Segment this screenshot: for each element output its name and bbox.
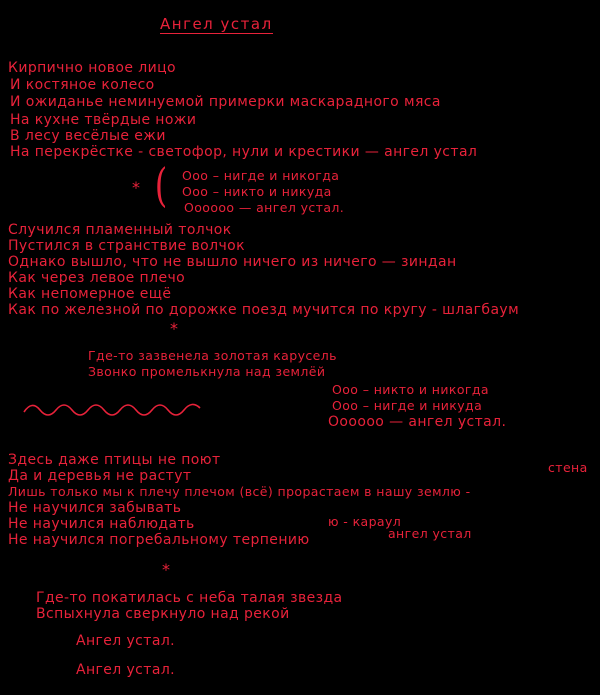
margin-note: ангел устал <box>388 526 472 541</box>
lyric-line: Как непомерное ещё <box>8 286 172 302</box>
margin-note: ю - караул <box>328 514 402 529</box>
lyric-line: Здесь даже птицы не поют <box>8 452 221 468</box>
lyric-line: Лишь только мы к плечу плечом (всё) прорастаем в нашу землю - <box>8 484 471 499</box>
brace-mark: ( <box>154 158 168 212</box>
song-title: Ангел устал <box>160 15 273 33</box>
refrain-line: Ооо – нигде и никогда <box>182 168 340 183</box>
final-line: Ангел устал. <box>76 662 176 678</box>
lyric-line: Да и деревья не растут <box>8 468 192 484</box>
section-star: * <box>170 319 179 338</box>
lyric-line: Где-то покатилась с неба талая звезда <box>36 590 343 606</box>
final-line: Ангел устал. <box>76 633 176 649</box>
lyric-line: Вспыхнула сверкнуло над рекой <box>36 606 290 622</box>
wave-doodle <box>22 398 212 420</box>
lyric-line: Не научился наблюдать <box>8 516 195 532</box>
lyric-line: Не научился погребальному терпению <box>8 532 310 548</box>
lyric-line: Случился пламенный толчок <box>8 222 232 238</box>
lyric-line: И ожиданье неминуемой примерки маскарадного мяса <box>10 94 441 110</box>
lyric-line: Где-то зазвенела золотая карусель <box>88 348 337 363</box>
margin-note: стена <box>548 460 588 475</box>
lyric-line: Как по железной по дорожке поезд мучится по кругу - шлагбаум <box>8 302 520 318</box>
lyric-line: Однако вышло, что не вышло ничего из ничего — зиндан <box>8 254 457 270</box>
lyric-line: Пустился в странствие волчок <box>8 238 245 254</box>
refrain-line: Оооооо — ангел устал. <box>328 414 507 430</box>
lyric-line: На перекрёстке - светофор, нули и крестики — ангел устал <box>10 144 478 160</box>
refrain-line: Ооо – никто и никуда <box>182 184 332 199</box>
lyric-line: Как через левое плечо <box>8 270 186 286</box>
section-star: * <box>162 560 171 579</box>
lyric-line: В лесу весёлые ежи <box>10 128 166 144</box>
lyric-line: На кухне твёрдые ножи <box>10 112 197 128</box>
section-star: * <box>132 178 141 197</box>
refrain-line: Оооооо — ангел устал. <box>184 200 345 215</box>
lyric-line: Звонко промелькнула над землёй <box>88 364 326 379</box>
lyric-line: Не научился забывать <box>8 500 182 516</box>
lyric-line: И костяное колесо <box>10 77 155 93</box>
refrain-line: Ооо – нигде и никуда <box>332 398 483 413</box>
lyric-line: Кирпично новое лицо <box>8 60 176 76</box>
refrain-line: Ооо – никто и никогда <box>332 382 489 397</box>
